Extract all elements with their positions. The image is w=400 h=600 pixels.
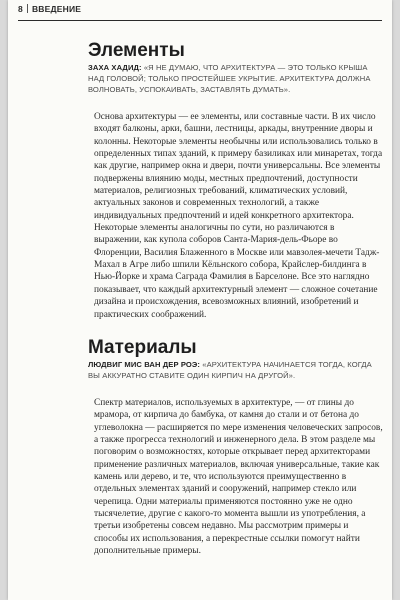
epigraph-quote — [88, 62, 384, 95]
section-title: Материалы — [88, 336, 197, 358]
section-materials — [88, 337, 384, 557]
section-body: Спектр материалов, используемых в архитектуре, — от глины до мрамора, от кирпича до бамбука, от камня до стали и от бетона до углеволокна — расширяется по мере изменения человеческих запросов, а также прогресса технологий и инженерного дела. В этом разделе мы поговорим о возможностях, которые открывает перед архитекторами применение различных материалов, включая универсальные, такие как камень или дерево, и те, что используются преимущественно в отдельных элементах зданий и сооружений, например стекло или черепица. Одни материалы применяются постоянно уже не одно тысячелетие, другие с какого-то момента вышли из употребления, а третьи изобретены совсем недавно. Мы рассмотрим примеры и способы их использования, а перекрестные ссылки помогут найти дополнительные примеры. — [94, 397, 383, 556]
epigraph-quote — [88, 359, 384, 381]
quote-author: ЛЮДВИГ МИС ВАН ДЕР РОЭ: — [88, 359, 201, 369]
section-elements — [88, 40, 384, 321]
page-content — [88, 40, 384, 557]
header-rule — [18, 20, 382, 21]
book-page — [8, 0, 392, 600]
quote-author: ЗАХА ХАДИД: — [88, 63, 142, 72]
running-head — [18, 4, 81, 18]
quote-text: «Я НЕ ДУМАЮ, ЧТО АРХИТЕКТУРА — ЭТО ТОЛЬКО КРЫША НАД ГОЛОВОЙ; ТОЛЬКО ПРОСТЕЙШЕЕ УКРЫТИЕ. АРХИТЕКТУРА ДОЛЖНА ВОЛНОВАТЬ, УСПОКАИВАТЬ, ЗАСТАВЛЯТЬ ДУМАТЬ». — [88, 63, 371, 94]
page-number: 8 — [18, 4, 23, 14]
chapter-title: ВВЕДЕНИЕ — [31, 4, 82, 14]
section-title: Элементы — [88, 40, 185, 61]
quote-text: «АРХИТЕКТУРА НАЧИНАЕТСЯ ТОГДА, КОГДА ВЫ АККУРАТНО СТАВИТЕ ОДИН КИРПИЧ НА ДРУГОЙ». — [88, 359, 372, 380]
section-body: Основа архитектуры — ее элементы, или составные части. В их число входят балконы, арки, башни, лестницы, аркады, внутренние дворы и колонны. Некоторые элементы необычны или использовались только в определенных типах зданий, к примеру базиликах или минаретах, тогда как другие, например окна и двери, почти универсальны. Все элементы подвержены влиянию моды, местных предпочтений, доступности материалов, религиозных требований, климатических условий, актуальных законов и современных технологий, а также индивидуальных предпочтений и идей конкретного архитектора. Некоторые элементы аналогичны по сути, но различаются в выражении, как купола соборов Санта-Мария-дель-Фьоре во Флоренции, Василия Блаженного в Москве или мавзолея-мечети Тадж-Махал в Агре либо шпили Кёльнского собора, Крайслер-билдинга в Нью-Йорке и храма Саграда Фамилия в Барселоне. Все это наглядно показывает, что каждый архитектурный элемент — сложное сочетание дизайна и происхождения, всевозможных влияний, изобретений и практических соображений. — [94, 112, 383, 320]
header-separator — [27, 4, 28, 13]
section-gap — [88, 321, 384, 337]
